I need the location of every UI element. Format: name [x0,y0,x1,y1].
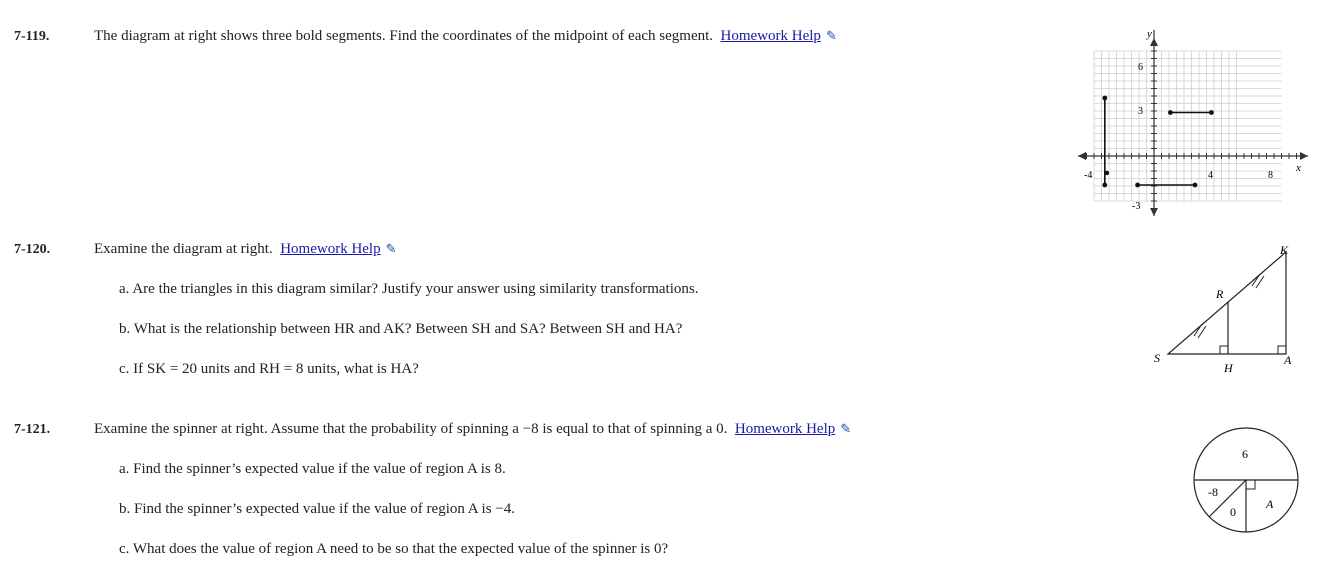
x-axis-label: x [1296,162,1301,174]
x-tick-label: -4 [1084,170,1093,181]
part-b: b. Find the spinner’s expected value if the value of region A is −4. [119,501,516,517]
y-axis-label: y [1147,28,1152,40]
y-tick-label: 3 [1138,106,1143,117]
right-angle-mark [1246,480,1255,489]
problem-text [94,28,837,45]
similar-triangles-figure [1150,238,1300,378]
homework-help-label: Homework Help [280,241,381,257]
vertex-label-r: R [1216,287,1224,301]
part-a: a. Find the spinner’s expected value if the value of region A is 8. [119,461,506,477]
pencil-icon: ✎ [840,421,852,436]
vertex-label-s: S [1154,351,1160,365]
segment-endpoint [1209,110,1214,115]
x-axis-right-arrow [1300,152,1308,160]
vertex-label-k: K [1280,243,1289,257]
region-label-6: 6 [1242,447,1248,461]
part-c: c. If SK = 20 units and RH = 8 units, what is HA? [119,361,419,377]
region-label-0: 0 [1230,505,1236,519]
region-label-neg8: -8 [1208,485,1218,499]
segment-endpoint [1135,183,1140,188]
homework-help-label: Homework Help [734,421,836,437]
segment-endpoint [1168,110,1173,115]
problem-text [94,421,851,438]
y-axis-down-arrow [1150,208,1158,216]
region-label-a: A [1266,497,1274,511]
vertex-label-a: A [1284,353,1292,367]
x-axis-left-arrow [1078,152,1086,160]
problem-text [94,241,397,258]
homework-help-link[interactable] [735,421,851,437]
problem-statement: The diagram at right shows three bold segments. Find the coordinates of the midpoint of each segment. [94,28,714,44]
homework-help-link[interactable] [721,28,837,44]
coordinate-graph [1074,26,1314,222]
x-tick-label: 4 [1208,170,1213,181]
point-marker [1105,171,1109,175]
segment-endpoint [1102,183,1107,188]
graph-segments [1102,96,1213,188]
large-triangle [1168,252,1286,354]
homework-help-link[interactable] [280,241,396,257]
pencil-icon: ✎ [825,28,837,43]
part-a: a. Are the triangles in this diagram similar? Justify your answer using similarity transformations. [119,281,699,297]
graph-grid [1094,51,1282,201]
graph-axes [1078,30,1308,216]
segment-endpoint [1102,96,1107,101]
y-tick-label: -3 [1132,201,1141,212]
problem-statement: Examine the spinner at right. Assume that the probability of spinning a −8 is equal to that of spinning a 0. [94,421,728,437]
problem-number: 7-120. [14,242,51,257]
vertex-label-h: H [1224,361,1233,375]
problem-number: 7-121. [14,422,51,437]
spinner-figure [1190,424,1302,536]
problem-statement: Examine the diagram at right. [94,241,273,257]
segment-endpoint [1193,183,1198,188]
y-tick-label: 6 [1138,62,1143,73]
pencil-icon: ✎ [385,241,397,256]
problem-number: 7-119. [14,29,50,44]
x-tick-label: 8 [1268,170,1273,181]
part-c: c. What does the value of region A need to be so that the expected value of the spinner is 0? [119,541,669,557]
homework-help-label: Homework Help [720,28,821,44]
part-b: b. What is the relationship between HR and AK? Between SH and SA? Between SH and HA? [119,321,683,337]
right-angle-mark-h [1220,346,1228,354]
